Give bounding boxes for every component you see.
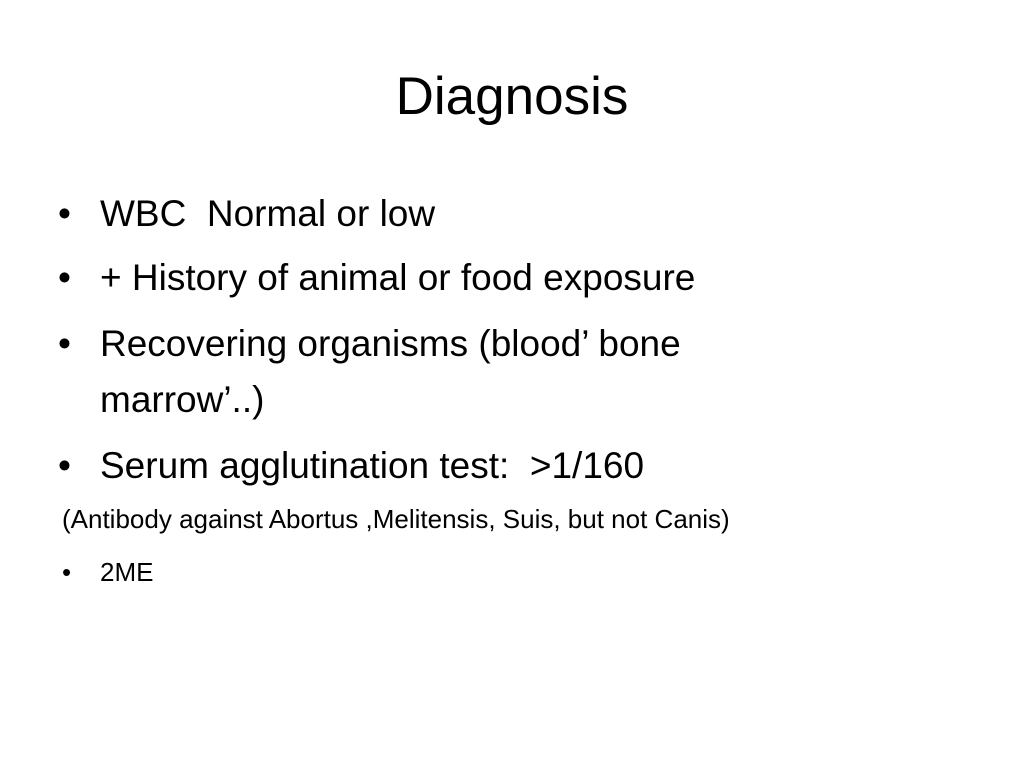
antibody-note: (Antibody against Abortus ,Melitensis, Suis, but not Canis)	[62, 504, 730, 534]
bullet-text: + History of animal or food exposure	[100, 257, 696, 298]
bullet-icon: •	[58, 445, 71, 486]
slide-title: Diagnosis	[395, 67, 629, 126]
bullet-text: WBC Normal or low	[100, 193, 436, 234]
bullet-icon: •	[58, 257, 71, 298]
bullet-text-line-1: Recovering organisms (blood’ bone	[100, 323, 681, 364]
bullet-text: Serum agglutination test: >1/160	[100, 445, 645, 486]
bullet-icon: •	[58, 193, 71, 234]
bullet-icon: •	[58, 323, 71, 364]
bullet-text-line-2: marrow’..)	[100, 379, 265, 420]
bullet-icon: •	[62, 557, 72, 587]
sub-bullet-text: 2ME	[100, 557, 154, 587]
